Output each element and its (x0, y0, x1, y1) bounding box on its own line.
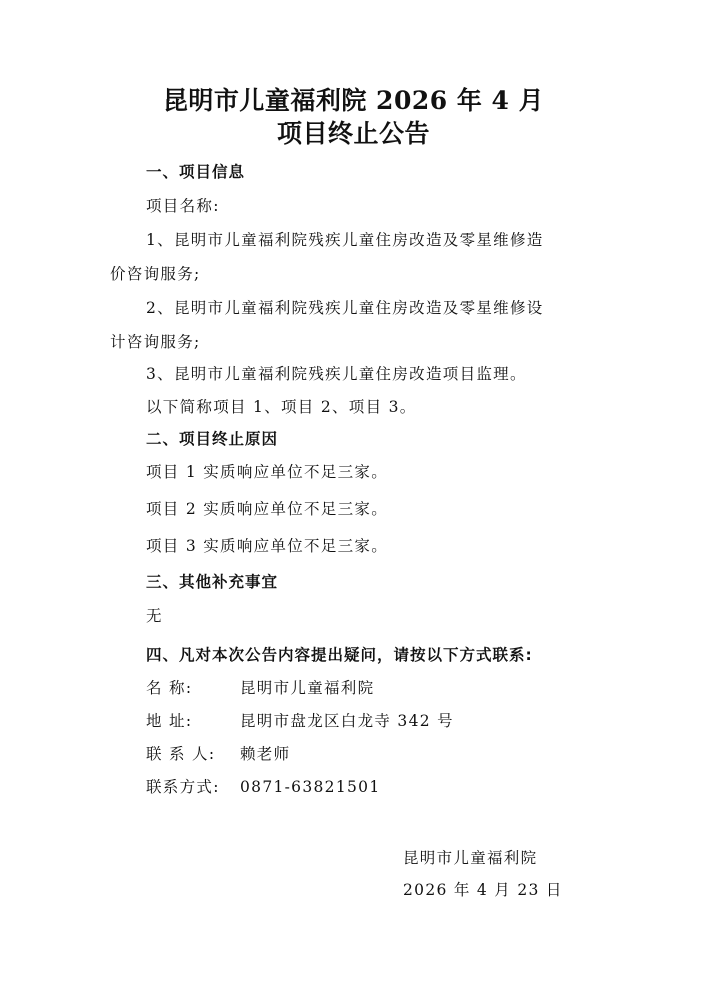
contact-row-name (146, 678, 374, 698)
termination-reason-3: 项目 3 实质响应单位不足三家。 (146, 537, 389, 555)
signature-date: 2026 年 4 月 23 日 (403, 881, 563, 899)
signature-organization: 昆明市儿童福利院 (403, 849, 538, 867)
termination-reason-1: 项目 1 实质响应单位不足三家。 (146, 463, 389, 481)
project-item-2-line-1: 2、昆明市儿童福利院残疾儿童住房改造及零星维修设 (146, 299, 544, 317)
contact-label: 名 称: (146, 679, 193, 697)
section-1-heading: 一、项目信息 (146, 163, 246, 181)
project-name-label: 项目名称: (146, 197, 220, 215)
contact-label: 联系方式: (146, 778, 220, 796)
contact-value: 0871-63821501 (240, 778, 381, 796)
project-item-2-line-2: 计咨询服务; (110, 333, 201, 351)
project-item-1-line-2: 价咨询服务; (110, 265, 201, 283)
contact-label: 联 系 人: (146, 745, 216, 763)
section-2-heading: 二、项目终止原因 (146, 430, 279, 448)
project-item-3: 3、昆明市儿童福利院残疾儿童住房改造项目监理。 (146, 365, 527, 383)
project-item-1-line-1: 1、昆明市儿童福利院残疾儿童住房改造及零星维修造 (146, 231, 544, 249)
contact-value: 赖老师 (240, 745, 291, 763)
section-4-heading: 四、凡对本次公告内容提出疑问，请按以下方式联系: (146, 646, 533, 664)
project-abbreviation-note: 以下简称项目 1、项目 2、项目 3。 (146, 398, 417, 416)
contact-value: 昆明市盘龙区白龙寺 342 号 (240, 712, 454, 730)
contact-label: 地 址: (146, 712, 193, 730)
section-3-heading: 三、其他补充事宜 (146, 573, 279, 591)
contact-row-person (146, 744, 290, 764)
contact-value: 昆明市儿童福利院 (240, 679, 375, 697)
title-line-2: 项目终止公告 (276, 119, 430, 148)
contact-row-address (146, 711, 454, 731)
supplementary-content: 无 (146, 607, 163, 625)
title-line-1: 昆明市儿童福利院 2026 年 4 月 (162, 86, 545, 115)
contact-row-phone (146, 777, 380, 797)
termination-reason-2: 项目 2 实质响应单位不足三家。 (146, 500, 389, 518)
